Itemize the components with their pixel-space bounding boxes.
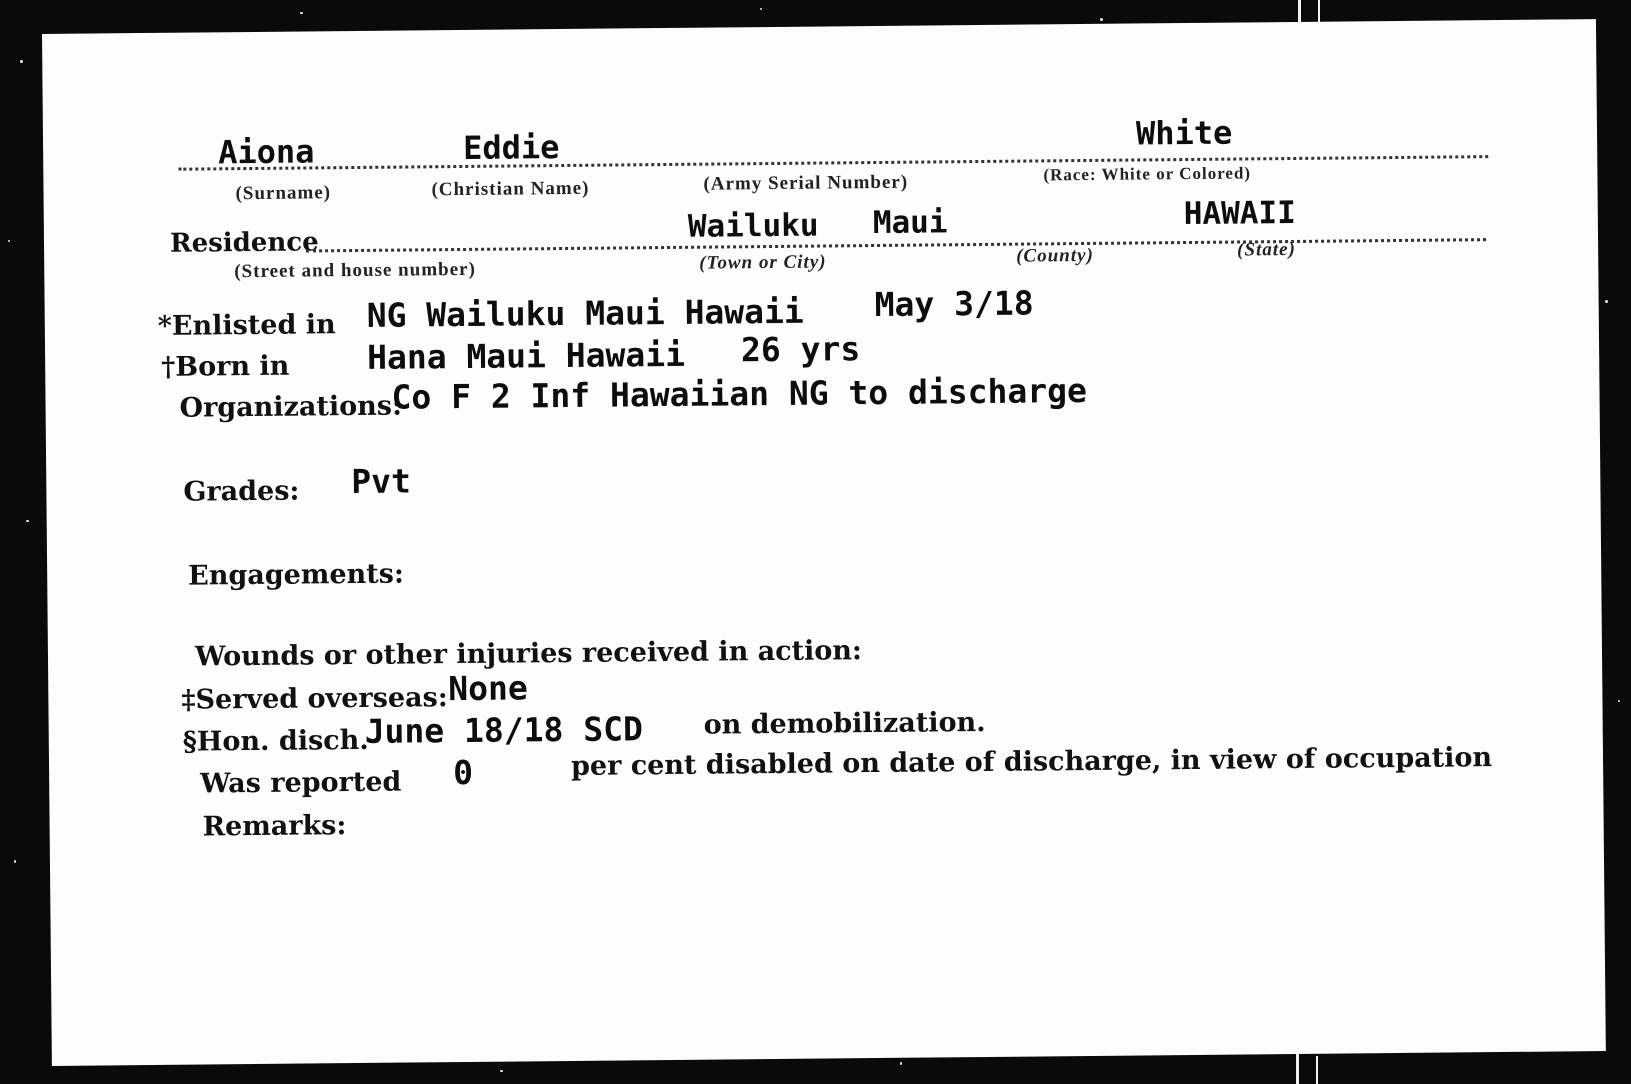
film-speck bbox=[300, 12, 303, 14]
organizations-label: Organizations: bbox=[179, 390, 403, 424]
enlisted-place: NG Wailuku Maui Hawaii bbox=[366, 291, 804, 335]
wounds-label: Wounds or other injuries received in action: bbox=[194, 635, 863, 673]
film-speck bbox=[1618, 700, 1620, 702]
film-speck bbox=[500, 1070, 503, 1072]
remarks-label: Remarks: bbox=[202, 810, 347, 843]
film-speck bbox=[26, 520, 29, 522]
serial-caption: (Army Serial Number) bbox=[703, 171, 909, 195]
overseas-label: ‡Served overseas: bbox=[181, 682, 448, 716]
service-record-card bbox=[42, 19, 1606, 1066]
film-speck bbox=[760, 8, 762, 10]
film-speck bbox=[14, 860, 16, 863]
grades-label: Grades: bbox=[183, 475, 300, 508]
film-speck bbox=[900, 1062, 902, 1065]
name-dotted-line bbox=[178, 155, 1488, 171]
film-speck bbox=[20, 60, 23, 63]
enlisted-date: May 3/18 bbox=[874, 283, 1034, 325]
born-place: Hana Maui Hawaii bbox=[366, 334, 686, 377]
discharge-label: §Hon. disch. bbox=[182, 724, 369, 758]
disability-suffix: per cent disabled on date of discharge, in view of occupation bbox=[570, 742, 1493, 782]
film-speck bbox=[8, 240, 10, 242]
disability-label: Was reported bbox=[200, 766, 402, 800]
enlisted-label: *Enlisted in bbox=[157, 309, 336, 342]
residence-label: Residence bbox=[169, 227, 319, 259]
race-value: White bbox=[1135, 113, 1233, 153]
christian-name-caption: (Christian Name) bbox=[431, 177, 590, 201]
born-age: 26 yrs bbox=[740, 329, 861, 370]
surname-value: Aiona bbox=[217, 132, 315, 172]
county-caption: (County) bbox=[1016, 244, 1094, 267]
christian-name-value: Eddie bbox=[462, 128, 560, 167]
born-label: †Born in bbox=[161, 350, 290, 383]
engagements-label: Engagements: bbox=[188, 558, 405, 592]
state-value: HAWAII bbox=[1183, 194, 1296, 233]
film-speck bbox=[1605, 300, 1608, 303]
state-caption: (State) bbox=[1237, 238, 1296, 261]
street-caption: (Street and house number) bbox=[234, 258, 476, 283]
surname-caption: (Surname) bbox=[235, 182, 332, 205]
town-value: Wailuku bbox=[687, 207, 819, 245]
overseas-value: None bbox=[448, 668, 528, 709]
discharge-date: June 18/18 SCD bbox=[364, 709, 644, 751]
film-edge-mark bbox=[1316, 1056, 1318, 1084]
film-edge-mark bbox=[1296, 1052, 1299, 1084]
disability-value: 0 bbox=[452, 752, 474, 793]
town-caption: (Town or City) bbox=[699, 251, 827, 274]
county-value: Maui bbox=[872, 204, 948, 242]
film-speck bbox=[1100, 18, 1103, 21]
grades-value: Pvt bbox=[351, 461, 412, 502]
discharge-suffix: on demobilization. bbox=[703, 706, 986, 741]
organizations-value: Co F 2 Inf Hawaiian NG to discharge bbox=[391, 370, 1088, 417]
race-caption: (Race: White or Colored) bbox=[1043, 163, 1252, 185]
